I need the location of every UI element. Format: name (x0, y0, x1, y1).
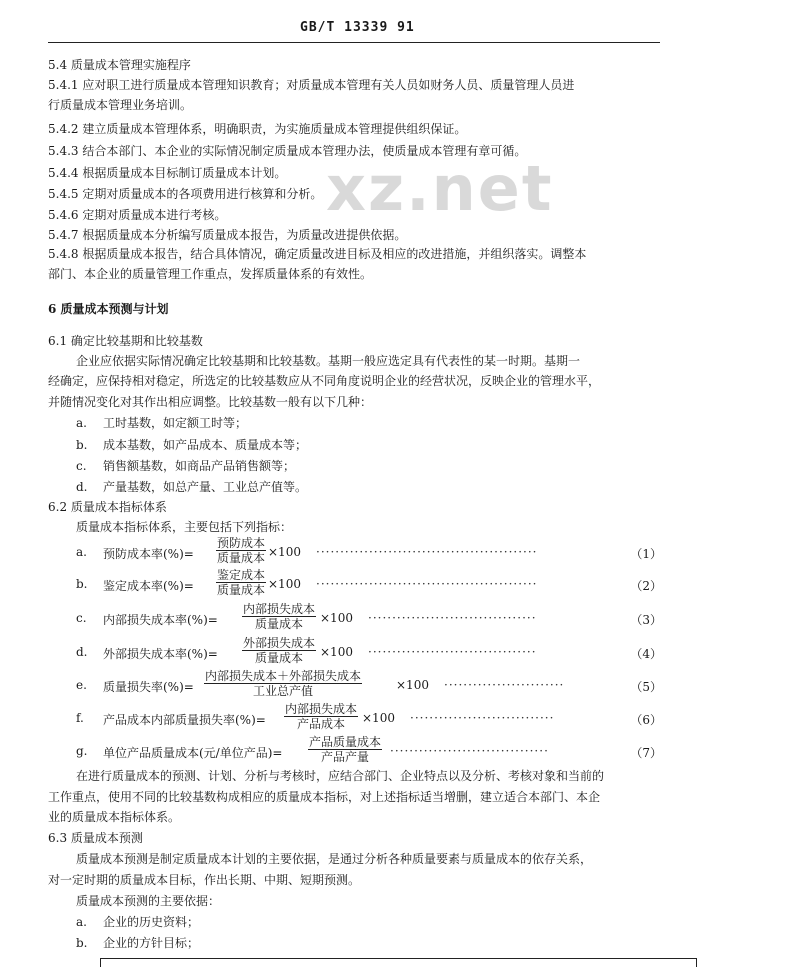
fraction-numerator: 内部损失成本 (285, 702, 358, 716)
fraction-numerator: 预防成本 (217, 536, 266, 550)
formula-lhs: 单位产品质量成本(元/单位产品)= (103, 746, 283, 760)
leader-dots: ··································· (368, 645, 537, 659)
section-6-1-para-line3: 并随情况变化对其作出相应调整。比较基数一般有以下几种： (48, 395, 373, 409)
formula-label: d. (76, 645, 88, 659)
standard-number: GB/T 13339 91 (300, 20, 415, 35)
list-label: c. (76, 459, 87, 473)
clause-5-4-1-line1: 5.4.1 应对职工进行质量成本管理知识教育；对质量成本管理有关人员如财务人员、质量管理人员进 (48, 78, 575, 92)
fraction (308, 735, 382, 764)
fraction (242, 636, 316, 665)
section-6-2-para-line1: 在进行质量成本的预测、计划、分析与考核时，应结合部门、企业特点以及分析、考核对象和当前的 (76, 769, 605, 783)
formula-lhs: 外部损失成本率(%)= (103, 647, 218, 661)
clause-5-4-7: 5.4.7 根据质量成本分析编写质量成本报告，为质量改进提供依据。 (48, 228, 407, 242)
formula-multiplier: ×100 (396, 678, 429, 692)
formula-label: a. (76, 545, 87, 559)
clause-5-4-3: 5.4.3 结合本部门、本企业的实际情况制定质量成本管理办法，使质量成本管理有章可循。 (48, 144, 527, 158)
leader-dots: ··································· (368, 611, 537, 625)
equation-number: （5） (630, 680, 662, 694)
list-text: 工时基数，如定额工时等； (103, 416, 248, 430)
section-6-2-para-line2: 工作重点，使用不同的比较基数构成相应的质量成本指标，对上述指标适当增删，建立适合本部门、本企 (48, 790, 601, 804)
fraction-numerator: 内部损失成本＋外部损失成本 (205, 669, 362, 683)
list-text: 企业的历史资料； (103, 915, 200, 929)
fraction-denominator: 工业总产值 (253, 684, 314, 698)
equation-number: （1） (630, 547, 662, 561)
page-header (48, 20, 660, 42)
list-label: b. (76, 438, 88, 452)
clause-5-4-6: 5.4.6 定期对质量成本进行考核。 (48, 208, 227, 222)
formula-multiplier: ×100 (362, 711, 395, 725)
watermark: xz.net (326, 152, 554, 225)
list-item (76, 437, 307, 453)
clause-5-4-5: 5.4.5 定期对质量成本的各项费用进行核算和分析。 (48, 187, 323, 201)
list-text: 企业的方针目标； (103, 936, 200, 950)
leader-dots: ························· (444, 678, 565, 692)
section-6-3-para-line2: 对一定时期的质量成本目标，作出长期、中期、短期预测。 (48, 873, 361, 887)
formula-label: e. (76, 678, 87, 692)
fraction (216, 568, 266, 597)
list-label: d. (76, 480, 88, 494)
clause-5-4-2: 5.4.2 建立质量成本管理体系，明确职责，为实施质量成本管理提供组织保证。 (48, 122, 467, 136)
leader-dots: ·············································· (316, 545, 538, 559)
equation-number: （2） (630, 579, 662, 593)
leader-dots: ································· (390, 744, 549, 758)
formula-multiplier: ×100 (320, 611, 353, 625)
fraction-numerator: 产品质量成本 (309, 735, 382, 749)
section-6-3-para-line3: 质量成本预测的主要依据： (76, 894, 221, 908)
clause-5-4-4: 5.4.4 根据质量成本目标制订质量成本计划。 (48, 166, 287, 180)
fraction-numerator: 内部损失成本 (243, 602, 316, 616)
list-item (76, 914, 199, 930)
formula-lhs: 质量损失率(%)= (103, 680, 194, 694)
fraction (242, 602, 316, 631)
fraction-denominator: 质量成本 (217, 583, 266, 597)
equation-number: （7） (630, 746, 662, 760)
clause-5-4-1-line2: 行质量成本管理业务培训。 (48, 98, 193, 112)
list-label: a. (76, 416, 87, 430)
formula-label: g. (76, 744, 88, 758)
fraction-denominator: 产品产量 (321, 750, 370, 764)
fraction (216, 536, 266, 565)
list-item (76, 479, 307, 495)
section-6-1-para-line1: 企业应依据实际情况确定比较基期和比较基数。基期一般应选定具有代表性的某一时期。基期一 (76, 354, 581, 368)
formula-lhs: 预防成本率(%)= (103, 547, 194, 561)
clause-5-4-8-line1: 5.4.8 根据质量成本报告，结合具体情况，确定质量改进目标及相应的改进措施，并组织落实。调整本 (48, 247, 587, 261)
list-label: b. (76, 936, 88, 950)
section-6-1-para-line2: 经确定，应保持相对稳定，所选定的比较基数应从不同角度说明企业的经营状况，反映企业的管理水平， (48, 374, 601, 388)
leader-dots: ·············································· (316, 577, 538, 591)
fraction-numerator: 鉴定成本 (217, 568, 266, 582)
equation-number: （6） (630, 713, 662, 727)
list-item (76, 458, 295, 474)
section-6-1-title: 6.1 确定比较基期和比较基数 (48, 334, 203, 348)
fraction (204, 669, 362, 698)
clause-5-4-8-line2: 部门、本企业的质量管理工作重点，发挥质量体系的有效性。 (48, 267, 373, 281)
list-item (76, 415, 247, 431)
formula-label: b. (76, 577, 88, 591)
formula-multiplier: ×100 (320, 645, 353, 659)
formula-label: c. (76, 611, 87, 625)
list-text: 销售额基数，如商品产品销售额等； (103, 459, 296, 473)
section-6-2-para-line3: 业的质量成本指标体系。 (48, 810, 181, 824)
formula-multiplier: ×100 (268, 577, 301, 591)
section-6-3-para-line1: 质量成本预测是制定质量成本计划的主要依据，是通过分析各种质量要素与质量成本的依存关系， (76, 852, 593, 866)
list-item (76, 935, 199, 951)
formula-lhs: 内部损失成本率(%)= (103, 613, 218, 627)
section-5-4-title: 5.4 质量成本管理实施程序 (48, 58, 191, 72)
section-6-3-title: 6.3 质量成本预测 (48, 831, 143, 845)
formula-multiplier: ×100 (268, 545, 301, 559)
fraction-denominator: 产品成本 (297, 717, 346, 731)
leader-dots: ······························ (410, 711, 555, 725)
header-rule (48, 42, 660, 43)
fraction-denominator: 质量成本 (255, 651, 304, 665)
fraction-denominator: 质量成本 (255, 617, 304, 631)
formula-lhs: 产品成本内部质量损失率(%)= (103, 713, 266, 727)
formula-label: f. (76, 711, 84, 725)
section-6-2-title: 6.2 质量成本指标体系 (48, 500, 167, 514)
section-6-title: 6 质量成本预测与计划 (48, 302, 169, 316)
list-text: 产量基数，如总产量、工业总产值等。 (103, 480, 308, 494)
fraction (284, 702, 358, 731)
equation-number: （4） (630, 647, 662, 661)
fraction-numerator: 外部损失成本 (243, 636, 316, 650)
section-6-2-intro: 质量成本指标体系，主要包括下列指标： (76, 520, 293, 534)
list-label: a. (76, 915, 87, 929)
formula-lhs: 鉴定成本率(%)= (103, 579, 194, 593)
list-text: 成本基数，如产品成本、质量成本等； (103, 438, 308, 452)
fraction-denominator: 质量成本 (217, 551, 266, 565)
equation-number: （3） (630, 613, 662, 627)
